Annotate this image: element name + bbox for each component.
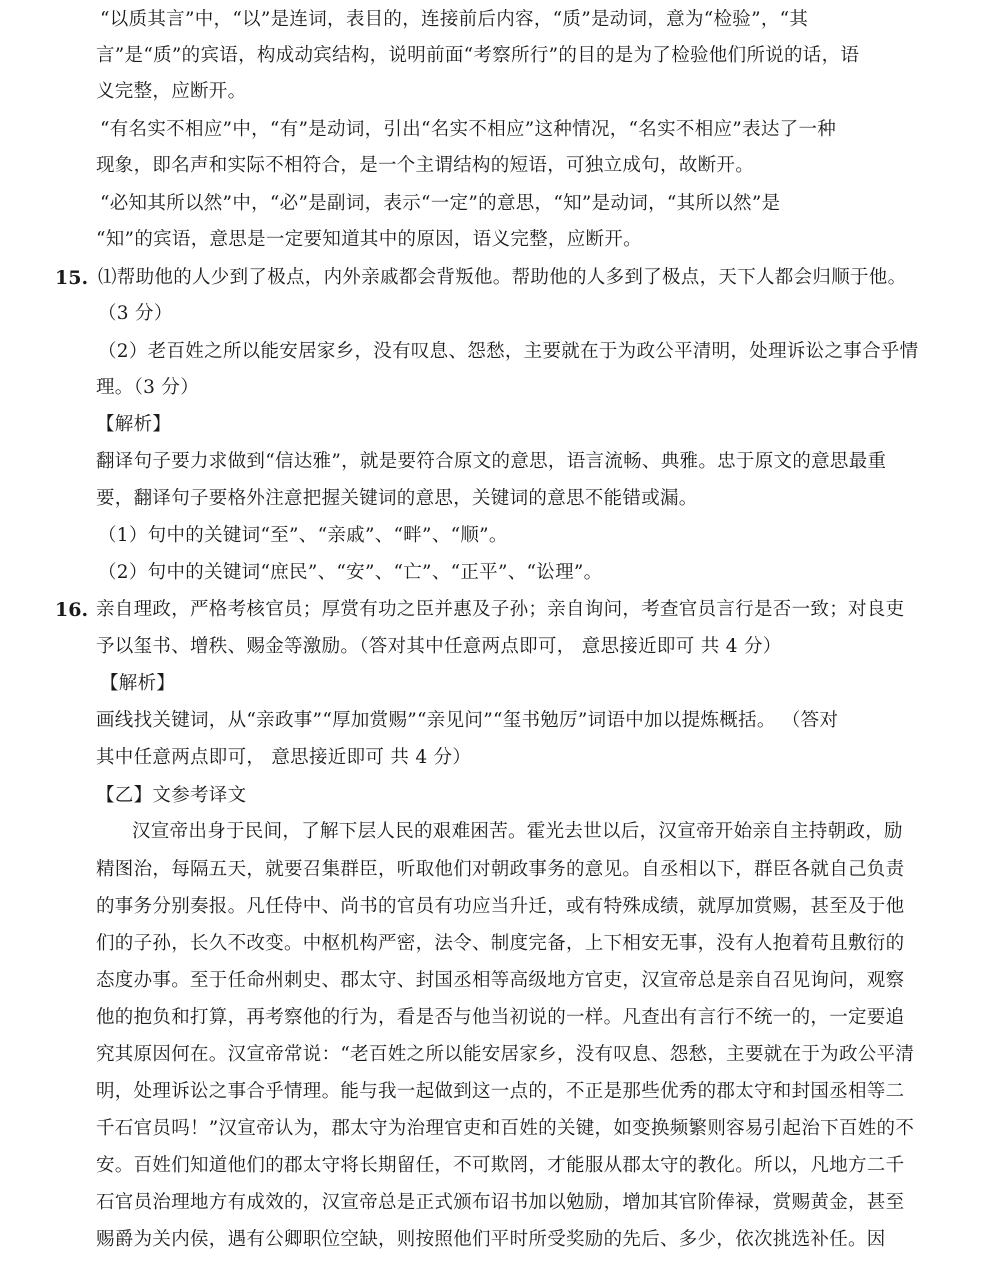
text-line: 精图治，每隔五天，就要召集群臣，听取他们对朝政事务的意见。自丞相以下，群臣各就自己负责 [96, 859, 905, 880]
text-line: 赐爵为关内侯，遇有公卿职位空缺，则按照他们平时所受奖励的先后、多少，依次挑选补任。因 [96, 1229, 886, 1250]
text-line: （2）句中的关键词“庶民”、“安”、“亡”、“正平”、“讼理”。 [98, 562, 603, 583]
text-line: 的事务分别奏报。凡任侍中、尚书的官员有功应当升迁，或有特殊成绩，就厚加赏赐，甚至及于他 [96, 896, 905, 917]
text-line: 汉宣帝出身于民间，了解下层人民的艰难困苦。霍光去世以后，汉宣帝开始亲自主持朝政，励 [132, 821, 903, 842]
text-line: 理。（3 分） [96, 377, 200, 398]
text-line: 安。百姓们知道他们的郡太守将长期留任，不可欺罔，才能服从郡太守的教化。所以，凡地方二千 [96, 1155, 905, 1176]
text-line: 其中任意两点即可， 意思接近即可 共 4 分） [96, 747, 472, 768]
section-heading: 【乙】文参考译文 [96, 785, 247, 806]
text-line: （2）老百姓之所以能安居家乡，没有叹息、怨愁，主要就在于为政公平清明，处理诉讼之事合乎情 [98, 341, 919, 362]
text-line: “有名实不相应”中，“有”是动词，引出“名实不相应”这种情况，“名实不相应”表达了一种 [100, 119, 837, 140]
text-line: “以质其言”中，“以”是连词，表目的，连接前后内容，“质”是动词，意为“检验”，“其 [100, 9, 809, 30]
text-line: （3 分） [98, 303, 173, 324]
text-line: ⑴帮助他的人少到了极点，内外亲戚都会背叛他。帮助他的人多到了极点，天下人都会归顺于他。 [98, 267, 907, 288]
text-line: （1）句中的关键词“至”、“亲戚”、“畔”、“顺”。 [98, 525, 508, 546]
text-line: 们的子孙，长久不改变。中枢机构严密，法令、制度完备，上下相安无事，没有人抱着苟且敷衍的 [96, 933, 905, 954]
section-heading: 【解析】 [100, 673, 176, 694]
text-line: 明，处理诉讼之事合乎情理。能与我一起做到这一点的，不正是那些优秀的郡太守和封国丞相等二 [96, 1081, 905, 1102]
text-line: 义完整，应断开。 [96, 81, 247, 102]
text-line: “必知其所以然”中，“必”是副词，表示“一定”的意思，“知”是动词，“其所以然”是 [100, 193, 781, 214]
text-line: 亲自理政，严格考核官员；厚赏有功之臣并惠及子孙；亲自询问，考查官员言行是否一致；对良吏 [96, 599, 905, 620]
text-line: 石官员治理地方有成效的，汉宣帝总是正式颁布诏书加以勉励，增加其官阶俸禄，赏赐黄金，甚至 [96, 1192, 905, 1213]
text-line: 予以玺书、增秩、赐金等激励。（答对其中任意两点即可， 意思接近即可 共 4 分） [96, 636, 782, 657]
text-line: 究其原因何在。汉宣帝常说：“老百姓之所以能安居家乡，没有叹息、怨愁，主要就在于为政公平清 [96, 1044, 915, 1065]
text-line: 言”是“质”的宾语，构成动宾结构，说明前面“考察所行”的目的是为了检验他们所说的话，语 [96, 45, 860, 66]
section-heading: 【解析】 [96, 414, 172, 435]
text-line: 态度办事。至于任命州刺史、郡太守、封国丞相等高级地方官吏，汉宣帝总是亲自召见询问，观察 [96, 970, 905, 991]
text-line: “知”的宾语，意思是一定要知道其中的原因，语义完整，应断开。 [96, 229, 642, 250]
text-line: 画线找关键词，从“亲政事”“厚加赏赐”“亲见问”“玺书勉厉”词语中加以提炼概括。 （答对 [96, 710, 839, 731]
text-line: 他的抱负和打算，再考察他的行为，看是否与他当初说的一样。凡查出有言行不统一的，一定要追 [96, 1007, 905, 1028]
question-number: 16. [55, 599, 89, 621]
text-line: 要，翻译句子要格外注意把握关键词的意思，关键词的意思不能错或漏。 [96, 488, 698, 509]
text-line: 翻译句子要力求做到“信达雅”，就是要符合原文的意思，语言流畅、典雅。忠于原文的意思最重 [96, 451, 887, 472]
text-line: 现象，即名声和实际不相符合，是一个主谓结构的短语，可独立成句，故断开。 [96, 155, 755, 176]
question-number: 15. [55, 267, 89, 289]
text-line: 千石官员吗！”汉宣帝认为，郡太守为治理官吏和百姓的关键，如变换频繁则容易引起治下百姓的不 [96, 1118, 915, 1139]
